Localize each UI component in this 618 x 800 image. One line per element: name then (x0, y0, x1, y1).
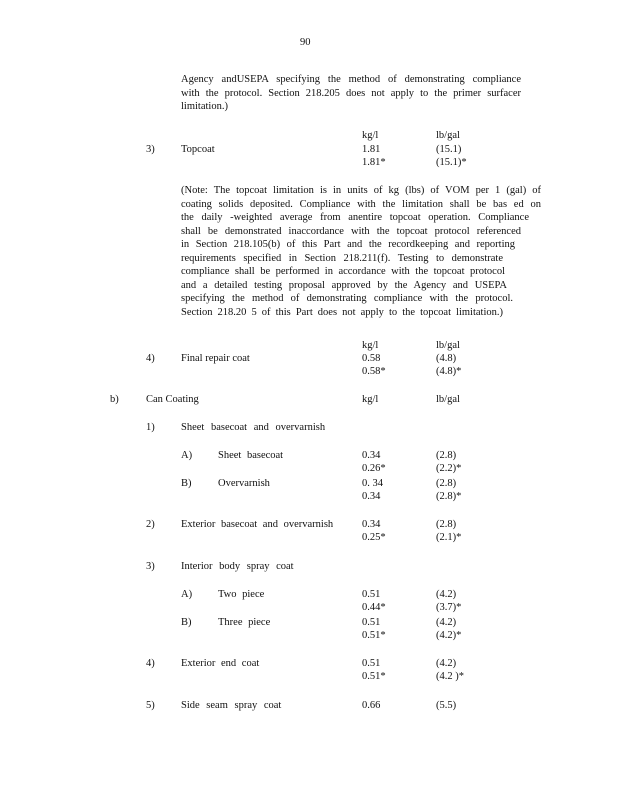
english-value: (15.1) (436, 144, 462, 155)
english-value: (2.8) (436, 450, 457, 461)
note-line: coating solids deposited. Compliance with the limitation shall be bas ed on (181, 198, 541, 210)
metric-value: 0.58 (362, 353, 381, 364)
item-label-exterior-end: Exterior end coat (181, 658, 260, 669)
english-value: (5.5) (436, 700, 457, 711)
subitem-label-overvarnish: Overvarnish (218, 478, 270, 489)
english-value: (4.2) (436, 617, 457, 628)
unit-metric-header: kg/l (362, 340, 379, 351)
note-line: shall be demonstrated inaccordance with the topcoat protocol referenced (181, 225, 521, 237)
metric-value: 0.51* (362, 630, 386, 641)
english-value: (2.8) (436, 519, 457, 530)
unit-english-header: lb/gal (436, 130, 460, 141)
metric-value: 0.51* (362, 671, 386, 682)
english-value: (2.2)* (436, 463, 462, 474)
item-label-exterior-basecoat: Exterior basecoat and overvarnish (181, 519, 334, 530)
note-line: and a detailed testing proposal approved by the Agency and USEPA (181, 279, 507, 291)
subitem-letter: A) (181, 589, 193, 600)
english-value: (4.2 )* (436, 671, 464, 682)
item-number: 2) (146, 519, 155, 530)
intro-paragraph (181, 73, 521, 114)
english-value: (4.8)* (436, 366, 462, 377)
subitem-label-two-piece: Two piece (218, 589, 265, 600)
subitem-label-three-piece: Three piece (218, 617, 271, 628)
intro-line: with the protocol. Section 218.205 does not apply to the primer surfacer (181, 87, 521, 99)
subitem-label-sheet-basecoat: Sheet basecoat (218, 450, 284, 461)
metric-value: 0.34 (362, 491, 381, 502)
subitem-letter: B) (181, 478, 192, 489)
english-value: (15.1)* (436, 157, 467, 168)
english-value: (4.2) (436, 658, 457, 669)
metric-value: 0.34 (362, 450, 381, 461)
note-line: requirements specified in Section 218.211(f). Testing to demonstrate (181, 252, 503, 264)
subitem-letter: A) (181, 450, 193, 461)
metric-value: 0.51 (362, 589, 381, 600)
note-line: specifying the method of demonstrating compliance with the protocol. (181, 293, 513, 304)
item-number: 1) (146, 422, 155, 433)
english-value: (4.2)* (436, 630, 462, 641)
topcoat-note (181, 184, 541, 319)
item-number: 5) (146, 700, 155, 711)
metric-value: 0.34 (362, 519, 381, 530)
metric-value: 1.81 (362, 144, 381, 155)
item-number: 3) (146, 561, 155, 572)
unit-metric-header: kg/l (362, 394, 379, 405)
metric-value: 0.51 (362, 617, 381, 628)
metric-value: 0.51 (362, 658, 381, 669)
metric-value: 0.25* (362, 532, 386, 543)
note-line: in Section 218.105(b) of this Part and the recordkeeping and reporting (181, 239, 515, 250)
english-value: (2.8)* (436, 491, 462, 502)
intro-line: limitation.) (181, 101, 228, 112)
section-letter: b) (110, 394, 119, 405)
item-number: 4) (146, 353, 155, 364)
metric-value: 0.66 (362, 700, 381, 711)
note-line: Section 218.20 5 of this Part does not apply to the topcoat limitation.) (181, 306, 503, 318)
metric-value: 0.44* (362, 602, 386, 613)
item-number: 3) (146, 144, 155, 155)
english-value: (4.2) (436, 589, 457, 600)
metric-value: 0.58* (362, 366, 386, 377)
english-value: (2.8) (436, 478, 457, 489)
note-line: compliance shall be performed in accordance with the topcoat protocol (181, 266, 505, 277)
english-value: (2.1)* (436, 532, 462, 543)
note-line: the daily -weighted average from anentire topcoat operation. Compliance (181, 212, 529, 223)
intro-line: Agency andUSEPA specifying the method of demonstrating compliance (181, 74, 521, 85)
item-label-sheet: Sheet basecoat and overvarnish (181, 422, 326, 433)
item-label-side-seam: Side seam spray coat (181, 700, 282, 711)
english-value: (4.8) (436, 353, 457, 364)
item-number: 4) (146, 658, 155, 669)
item-label-final-repair: Final repair coat (181, 353, 250, 364)
unit-english-header: lb/gal (436, 394, 460, 405)
section-label-can-coating: Can Coating (146, 394, 199, 405)
note-line: (Note: The topcoat limitation is in units of kg (lbs) of VOM per 1 (gal) of (181, 185, 541, 196)
page-number: 90 (300, 37, 311, 48)
subitem-letter: B) (181, 617, 192, 628)
unit-metric-header: kg/l (362, 130, 379, 141)
english-value: (3.7)* (436, 602, 462, 613)
metric-value: 1.81* (362, 157, 386, 168)
metric-value: 0. 34 (362, 478, 383, 489)
metric-value: 0.26* (362, 463, 386, 474)
item-label-topcoat: Topcoat (181, 144, 215, 155)
unit-english-header: lb/gal (436, 340, 460, 351)
item-label-interior-body: Interior body spray coat (181, 561, 294, 572)
